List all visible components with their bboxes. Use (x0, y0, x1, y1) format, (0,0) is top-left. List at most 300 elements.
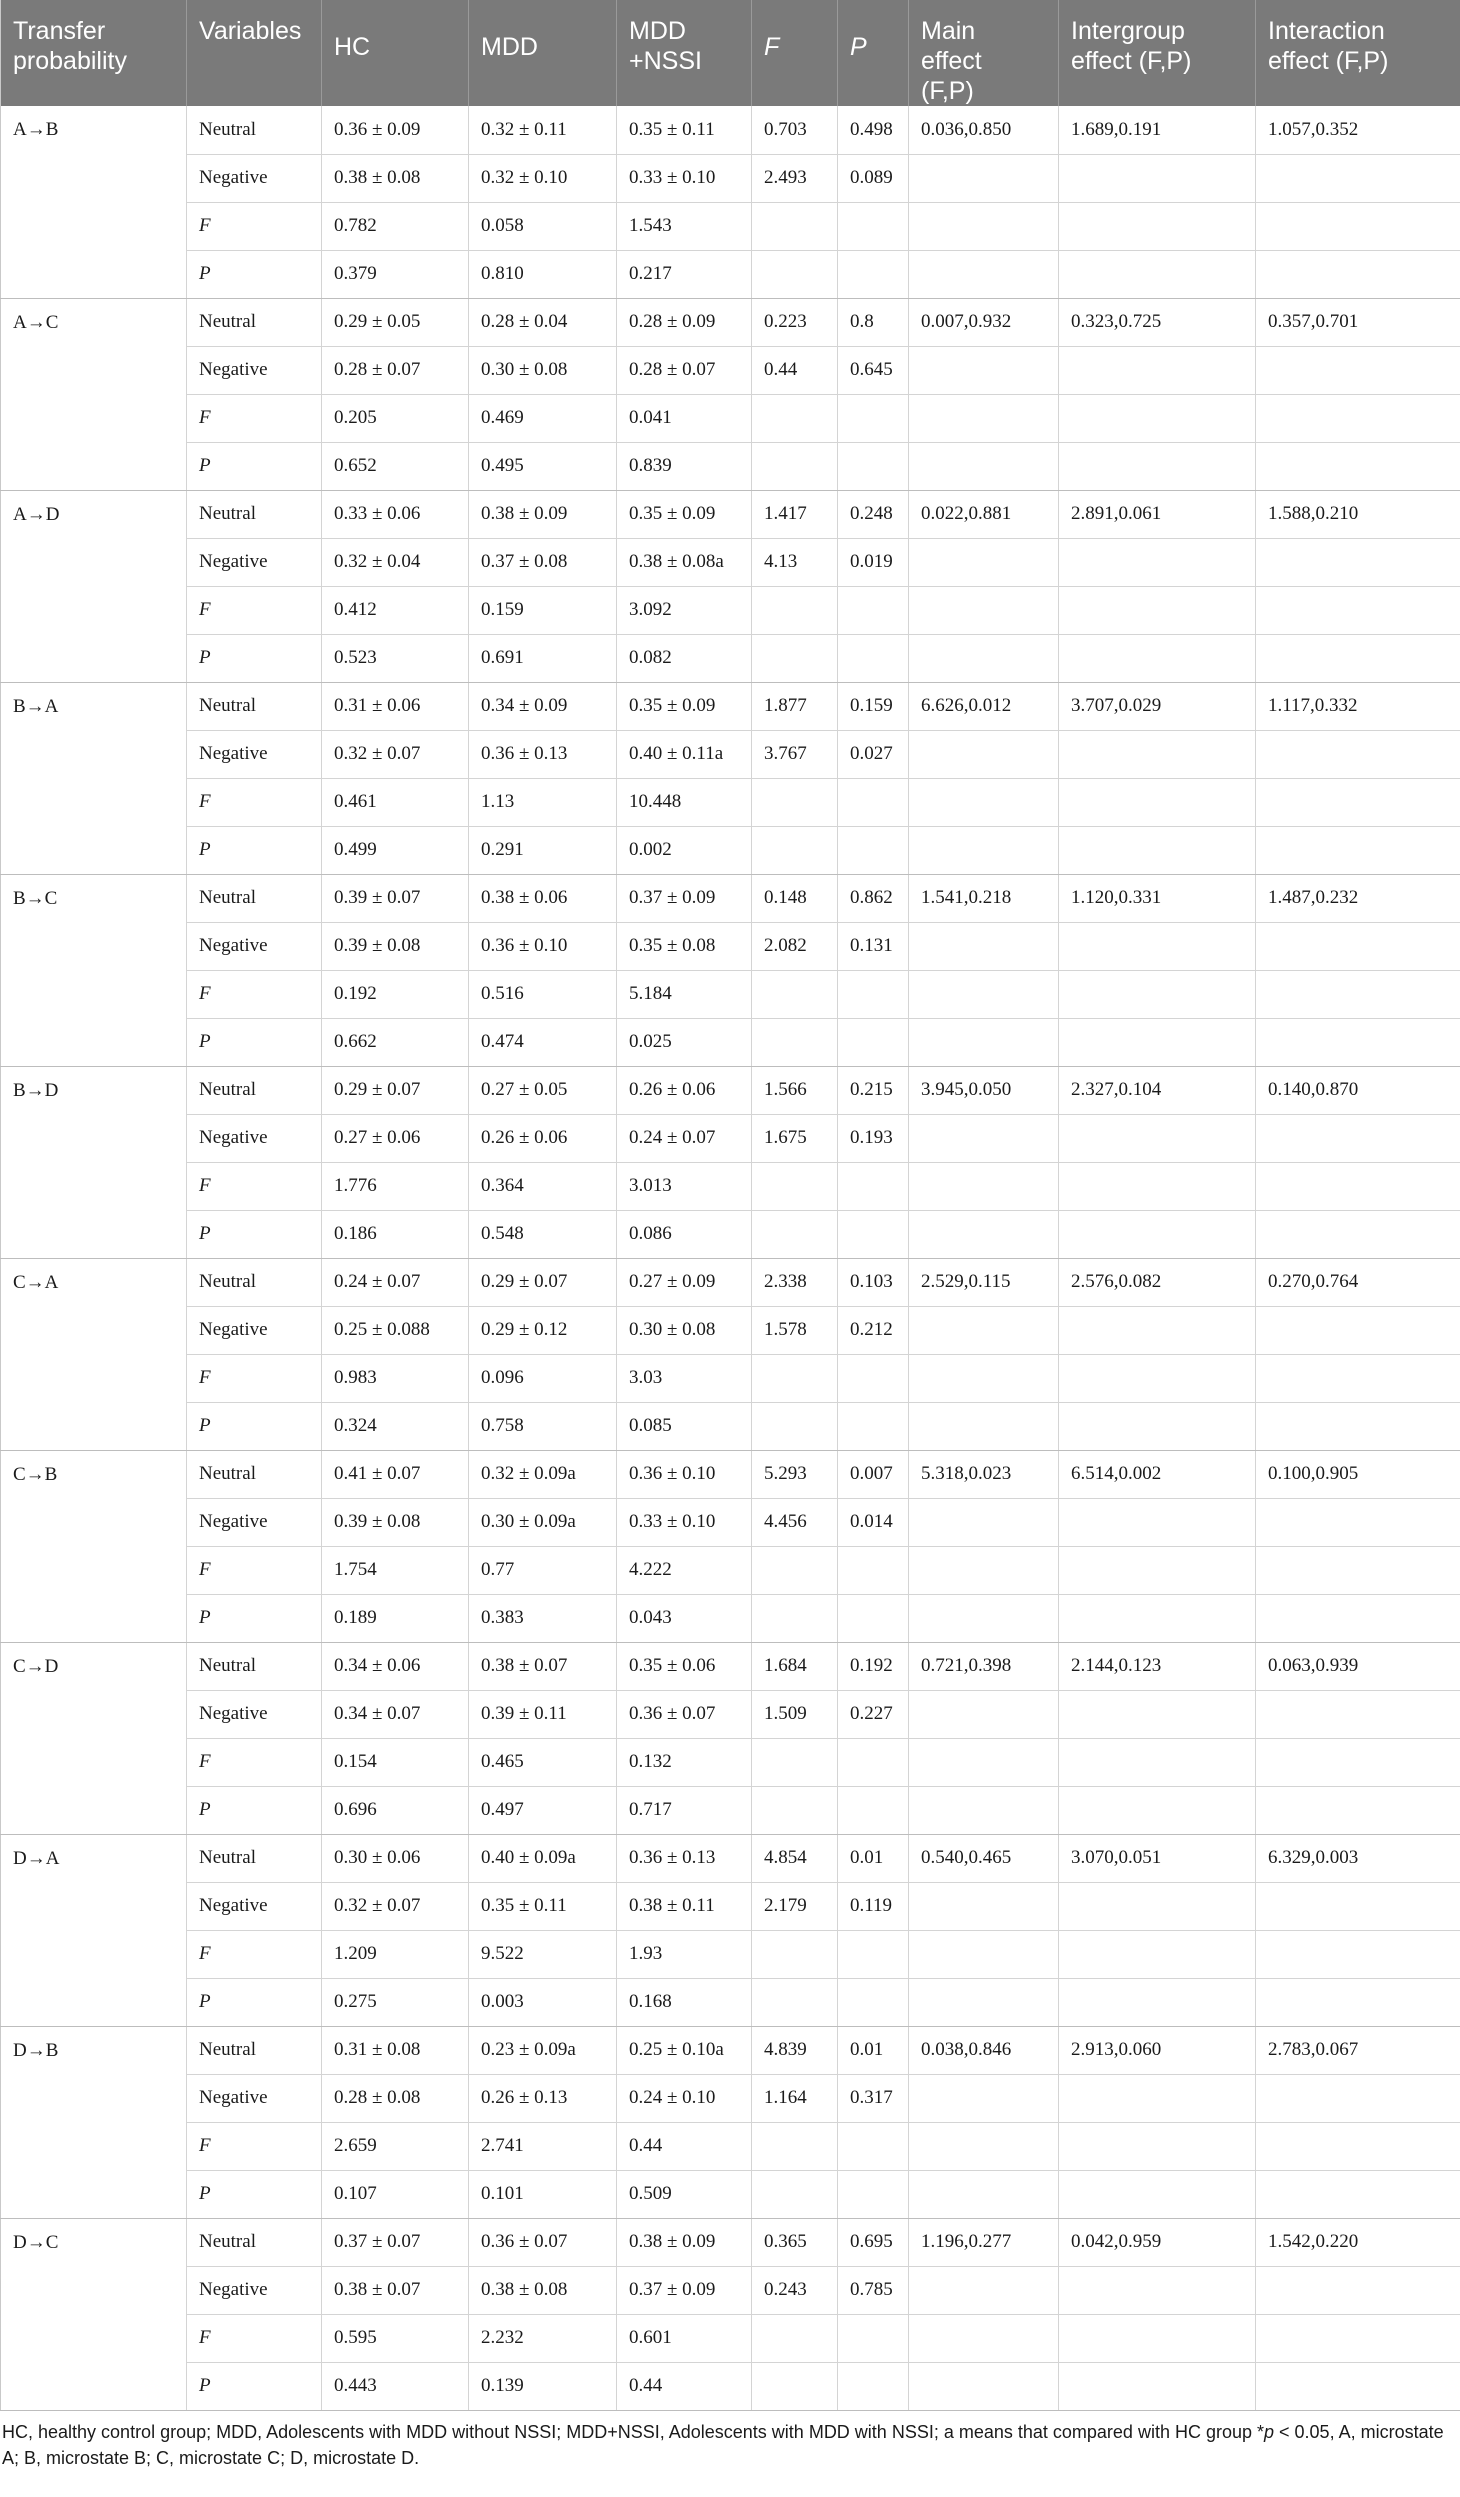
cell-mdd: 0.101 (469, 2170, 617, 2218)
cell-f (752, 1018, 838, 1066)
cell-p: 0.785 (838, 2266, 909, 2314)
cell-p (838, 586, 909, 634)
cell-main-effect: 0.022,0.881 (909, 490, 1059, 538)
table-footnote (0, 2411, 1456, 2471)
cell-interaction-effect (1256, 154, 1460, 202)
cell-p: 0.019 (838, 538, 909, 586)
cell-f (752, 2362, 838, 2410)
cell-variable: Neutral (187, 490, 322, 538)
cell-p: 0.317 (838, 2074, 909, 2122)
cell-p: 0.119 (838, 1882, 909, 1930)
cell-main-effect (909, 442, 1059, 490)
cell-interaction-effect (1256, 1738, 1460, 1786)
cell-interaction-effect (1256, 346, 1460, 394)
cell-mdd: 0.38 ± 0.07 (469, 1642, 617, 1690)
header-hc-label: HC (334, 33, 371, 61)
cell-mdd-nssi: 0.35 ± 0.09 (617, 682, 752, 730)
cell-mdd-nssi: 0.717 (617, 1786, 752, 1834)
cell-variable: Negative (187, 1498, 322, 1546)
cell-mdd-nssi: 0.26 ± 0.06 (617, 1066, 752, 1114)
cell-mdd: 0.30 ± 0.09a (469, 1498, 617, 1546)
cell-mdd: 0.77 (469, 1546, 617, 1594)
cell-interaction-effect (1256, 2170, 1460, 2218)
cell-main-effect (909, 2362, 1059, 2410)
cell-mdd: 0.32 ± 0.11 (469, 106, 617, 154)
cell-mdd: 9.522 (469, 1930, 617, 1978)
table-row (1, 1402, 1460, 1450)
cell-interaction-effect: 0.140,0.870 (1256, 1066, 1460, 1114)
cell-transfer: D→B (1, 2026, 187, 2218)
cell-p (838, 1786, 909, 1834)
cell-main-effect (909, 2074, 1059, 2122)
cell-mdd-nssi: 0.38 ± 0.08a (617, 538, 752, 586)
cell-mdd: 0.28 ± 0.04 (469, 298, 617, 346)
cell-variable: P (187, 1402, 322, 1450)
cell-transfer: B→C (1, 874, 187, 1066)
cell-interaction-effect (1256, 1354, 1460, 1402)
footnote-text-part1: HC, healthy control group; MDD, Adolescents with MDD without NSSI; MDD+NSSI, Adolescents with MDD with NSSI; a means that compared with HC group * (2, 2421, 1264, 2442)
table-body (1, 106, 1460, 2410)
table-row (1, 1834, 1460, 1882)
header-main-effect (909, 0, 1059, 106)
cell-interaction-effect: 1.057,0.352 (1256, 106, 1460, 154)
cell-f (752, 1546, 838, 1594)
cell-mdd-nssi: 0.35 ± 0.09 (617, 490, 752, 538)
cell-f (752, 778, 838, 826)
header-main-effect-line1: Main (921, 17, 976, 45)
cell-variable: Negative (187, 346, 322, 394)
table-row (1, 2314, 1460, 2362)
cell-interaction-effect (1256, 1594, 1460, 1642)
cell-intergroup-effect (1059, 394, 1256, 442)
cell-f: 3.767 (752, 730, 838, 778)
cell-intergroup-effect (1059, 1306, 1256, 1354)
cell-variable: P (187, 634, 322, 682)
table-row (1, 1258, 1460, 1306)
cell-intergroup-effect (1059, 1690, 1256, 1738)
cell-p: 0.212 (838, 1306, 909, 1354)
cell-interaction-effect (1256, 1018, 1460, 1066)
cell-main-effect (909, 1498, 1059, 1546)
cell-f: 2.493 (752, 154, 838, 202)
cell-variable: Negative (187, 1882, 322, 1930)
cell-main-effect (909, 2314, 1059, 2362)
cell-f (752, 1402, 838, 1450)
cell-p (838, 1162, 909, 1210)
cell-intergroup-effect (1059, 970, 1256, 1018)
cell-f (752, 1354, 838, 1402)
cell-mdd: 0.30 ± 0.08 (469, 346, 617, 394)
cell-mdd-nssi: 0.28 ± 0.07 (617, 346, 752, 394)
cell-f: 1.566 (752, 1066, 838, 1114)
cell-mdd-nssi: 0.27 ± 0.09 (617, 1258, 752, 1306)
cell-hc: 0.983 (322, 1354, 469, 1402)
cell-mdd-nssi: 0.30 ± 0.08 (617, 1306, 752, 1354)
cell-hc: 1.776 (322, 1162, 469, 1210)
cell-mdd-nssi: 3.03 (617, 1354, 752, 1402)
cell-p: 0.215 (838, 1066, 909, 1114)
cell-intergroup-effect (1059, 2314, 1256, 2362)
cell-hc: 0.39 ± 0.08 (322, 1498, 469, 1546)
header-interaction-effect-line1: Interaction (1268, 17, 1385, 45)
cell-interaction-effect: 1.117,0.332 (1256, 682, 1460, 730)
cell-f (752, 250, 838, 298)
cell-hc: 0.523 (322, 634, 469, 682)
cell-mdd-nssi: 1.543 (617, 202, 752, 250)
cell-main-effect: 1.541,0.218 (909, 874, 1059, 922)
cell-mdd: 0.26 ± 0.13 (469, 2074, 617, 2122)
cell-interaction-effect: 1.542,0.220 (1256, 2218, 1460, 2266)
cell-intergroup-effect (1059, 1498, 1256, 1546)
cell-variable: F (187, 1546, 322, 1594)
table-row (1, 250, 1460, 298)
table-row (1, 874, 1460, 922)
header-mdd-label: MDD (481, 33, 538, 61)
cell-f (752, 826, 838, 874)
cell-intergroup-effect: 0.323,0.725 (1059, 298, 1256, 346)
cell-interaction-effect (1256, 2266, 1460, 2314)
cell-intergroup-effect (1059, 730, 1256, 778)
cell-p (838, 826, 909, 874)
cell-intergroup-effect: 1.689,0.191 (1059, 106, 1256, 154)
cell-intergroup-effect (1059, 1930, 1256, 1978)
cell-main-effect: 0.540,0.465 (909, 1834, 1059, 1882)
cell-interaction-effect (1256, 2314, 1460, 2362)
cell-variable: P (187, 2170, 322, 2218)
cell-mdd-nssi: 3.013 (617, 1162, 752, 1210)
cell-mdd-nssi: 0.28 ± 0.09 (617, 298, 752, 346)
cell-f: 1.578 (752, 1306, 838, 1354)
cell-p (838, 1402, 909, 1450)
cell-main-effect (909, 778, 1059, 826)
cell-mdd: 0.36 ± 0.07 (469, 2218, 617, 2266)
cell-mdd-nssi: 0.25 ± 0.10a (617, 2026, 752, 2074)
cell-f (752, 394, 838, 442)
cell-p: 0.498 (838, 106, 909, 154)
table-row (1, 1690, 1460, 1738)
cell-intergroup-effect (1059, 778, 1256, 826)
header-intergroup-effect-line1: Intergroup (1071, 17, 1185, 45)
cell-mdd: 0.469 (469, 394, 617, 442)
cell-interaction-effect (1256, 2074, 1460, 2122)
cell-mdd-nssi: 0.36 ± 0.10 (617, 1450, 752, 1498)
cell-mdd: 0.691 (469, 634, 617, 682)
header-row (1, 0, 1460, 106)
table-row (1, 922, 1460, 970)
cell-f (752, 1162, 838, 1210)
cell-p (838, 394, 909, 442)
cell-mdd: 0.139 (469, 2362, 617, 2410)
cell-f: 0.365 (752, 2218, 838, 2266)
cell-intergroup-effect (1059, 442, 1256, 490)
cell-intergroup-effect (1059, 1546, 1256, 1594)
cell-interaction-effect (1256, 442, 1460, 490)
cell-transfer: C→A (1, 1258, 187, 1450)
cell-mdd-nssi: 0.839 (617, 442, 752, 490)
cell-variable: Neutral (187, 1450, 322, 1498)
table-row (1, 1306, 1460, 1354)
cell-p (838, 202, 909, 250)
cell-mdd: 0.495 (469, 442, 617, 490)
cell-f: 1.675 (752, 1114, 838, 1162)
cell-p (838, 778, 909, 826)
cell-mdd-nssi: 0.132 (617, 1738, 752, 1786)
cell-interaction-effect (1256, 250, 1460, 298)
table-row (1, 154, 1460, 202)
cell-intergroup-effect (1059, 1738, 1256, 1786)
cell-interaction-effect (1256, 1786, 1460, 1834)
cell-interaction-effect: 1.487,0.232 (1256, 874, 1460, 922)
cell-mdd-nssi: 3.092 (617, 586, 752, 634)
cell-mdd-nssi: 1.93 (617, 1930, 752, 1978)
cell-main-effect (909, 1738, 1059, 1786)
table-row (1, 1450, 1460, 1498)
table-row (1, 442, 1460, 490)
cell-p: 0.089 (838, 154, 909, 202)
cell-p (838, 250, 909, 298)
header-mdd (469, 0, 617, 106)
cell-intergroup-effect (1059, 922, 1256, 970)
cell-interaction-effect (1256, 1114, 1460, 1162)
cell-main-effect (909, 1594, 1059, 1642)
cell-mdd: 2.741 (469, 2122, 617, 2170)
cell-variable: F (187, 2314, 322, 2362)
cell-p: 0.192 (838, 1642, 909, 1690)
cell-f (752, 2170, 838, 2218)
cell-f: 1.417 (752, 490, 838, 538)
cell-f: 2.179 (752, 1882, 838, 1930)
header-mdd-nssi-line2: +NSSI (629, 47, 702, 75)
cell-mdd: 0.35 ± 0.11 (469, 1882, 617, 1930)
cell-main-effect (909, 2266, 1059, 2314)
cell-mdd: 0.32 ± 0.09a (469, 1450, 617, 1498)
cell-f: 4.456 (752, 1498, 838, 1546)
cell-main-effect (909, 1354, 1059, 1402)
cell-intergroup-effect (1059, 1594, 1256, 1642)
cell-main-effect (909, 1930, 1059, 1978)
cell-interaction-effect: 6.329,0.003 (1256, 1834, 1460, 1882)
table-row (1, 1498, 1460, 1546)
cell-hc: 0.28 ± 0.07 (322, 346, 469, 394)
cell-main-effect: 0.036,0.850 (909, 106, 1059, 154)
cell-transfer: B→A (1, 682, 187, 874)
cell-f (752, 202, 838, 250)
cell-mdd-nssi: 0.36 ± 0.07 (617, 1690, 752, 1738)
cell-mdd-nssi: 0.44 (617, 2362, 752, 2410)
header-hc (322, 0, 469, 106)
cell-mdd: 0.29 ± 0.07 (469, 1258, 617, 1306)
cell-intergroup-effect (1059, 202, 1256, 250)
cell-interaction-effect (1256, 394, 1460, 442)
cell-variable: F (187, 970, 322, 1018)
cell-hc: 2.659 (322, 2122, 469, 2170)
cell-intergroup-effect (1059, 2170, 1256, 2218)
cell-variable: F (187, 778, 322, 826)
cell-interaction-effect: 2.783,0.067 (1256, 2026, 1460, 2074)
cell-p (838, 1018, 909, 1066)
cell-interaction-effect: 0.100,0.905 (1256, 1450, 1460, 1498)
cell-f (752, 1978, 838, 2026)
cell-p: 0.193 (838, 1114, 909, 1162)
cell-hc: 0.41 ± 0.07 (322, 1450, 469, 1498)
table-row (1, 1210, 1460, 1258)
cell-mdd: 0.758 (469, 1402, 617, 1450)
cell-variable: F (187, 1354, 322, 1402)
cell-transfer: A→C (1, 298, 187, 490)
header-mdd-nssi (617, 0, 752, 106)
cell-intergroup-effect: 2.327,0.104 (1059, 1066, 1256, 1114)
table-row (1, 1930, 1460, 1978)
header-f (752, 0, 838, 106)
cell-mdd-nssi: 0.35 ± 0.08 (617, 922, 752, 970)
cell-variable: P (187, 1594, 322, 1642)
cell-main-effect (909, 1114, 1059, 1162)
header-p (838, 0, 909, 106)
cell-variable: Neutral (187, 106, 322, 154)
cell-interaction-effect (1256, 538, 1460, 586)
cell-p: 0.248 (838, 490, 909, 538)
cell-variable: Negative (187, 2074, 322, 2122)
cell-hc: 0.32 ± 0.04 (322, 538, 469, 586)
cell-f (752, 1210, 838, 1258)
cell-interaction-effect (1256, 970, 1460, 1018)
cell-interaction-effect (1256, 202, 1460, 250)
cell-p (838, 2170, 909, 2218)
cell-hc: 0.443 (322, 2362, 469, 2410)
cell-main-effect (909, 634, 1059, 682)
cell-intergroup-effect (1059, 1162, 1256, 1210)
cell-p: 0.131 (838, 922, 909, 970)
cell-p: 0.007 (838, 1450, 909, 1498)
cell-intergroup-effect (1059, 1114, 1256, 1162)
table-row (1, 2074, 1460, 2122)
cell-mdd-nssi: 0.35 ± 0.06 (617, 1642, 752, 1690)
table-row (1, 1018, 1460, 1066)
cell-p: 0.227 (838, 1690, 909, 1738)
cell-hc: 0.205 (322, 394, 469, 442)
cell-variable: P (187, 826, 322, 874)
cell-interaction-effect (1256, 922, 1460, 970)
cell-f: 1.684 (752, 1642, 838, 1690)
cell-hc: 0.461 (322, 778, 469, 826)
cell-variable: F (187, 586, 322, 634)
cell-p: 0.01 (838, 2026, 909, 2074)
table-row (1, 778, 1460, 826)
table-row (1, 2362, 1460, 2410)
table-row (1, 2026, 1460, 2074)
cell-p: 0.014 (838, 1498, 909, 1546)
table-row (1, 106, 1460, 154)
cell-intergroup-effect (1059, 346, 1256, 394)
table-row (1, 1738, 1460, 1786)
cell-main-effect (909, 154, 1059, 202)
cell-intergroup-effect (1059, 1210, 1256, 1258)
cell-intergroup-effect: 2.144,0.123 (1059, 1642, 1256, 1690)
cell-main-effect (909, 250, 1059, 298)
cell-interaction-effect (1256, 2122, 1460, 2170)
cell-variable: F (187, 1930, 322, 1978)
cell-p (838, 2122, 909, 2170)
cell-main-effect (909, 730, 1059, 778)
cell-p (838, 1354, 909, 1402)
table-row (1, 1114, 1460, 1162)
cell-hc: 0.38 ± 0.07 (322, 2266, 469, 2314)
cell-variable: Neutral (187, 298, 322, 346)
cell-mdd-nssi: 0.35 ± 0.11 (617, 106, 752, 154)
cell-main-effect (909, 1402, 1059, 1450)
table-row (1, 634, 1460, 682)
cell-mdd: 0.32 ± 0.10 (469, 154, 617, 202)
cell-mdd: 0.548 (469, 1210, 617, 1258)
cell-intergroup-effect (1059, 826, 1256, 874)
table-row (1, 1354, 1460, 1402)
cell-main-effect: 0.721,0.398 (909, 1642, 1059, 1690)
cell-mdd-nssi: 0.33 ± 0.10 (617, 1498, 752, 1546)
cell-f: 0.148 (752, 874, 838, 922)
cell-mdd: 0.058 (469, 202, 617, 250)
cell-variable: Neutral (187, 1834, 322, 1882)
cell-p (838, 970, 909, 1018)
cell-main-effect: 0.038,0.846 (909, 2026, 1059, 2074)
header-transfer-probability (1, 0, 187, 106)
cell-interaction-effect (1256, 1930, 1460, 1978)
header-intergroup-effect (1059, 0, 1256, 106)
cell-hc: 0.154 (322, 1738, 469, 1786)
cell-hc: 0.27 ± 0.06 (322, 1114, 469, 1162)
cell-variable: Negative (187, 730, 322, 778)
cell-hc: 0.38 ± 0.08 (322, 154, 469, 202)
cell-f: 4.13 (752, 538, 838, 586)
cell-intergroup-effect: 6.514,0.002 (1059, 1450, 1256, 1498)
cell-mdd: 0.516 (469, 970, 617, 1018)
header-p-label: P (850, 33, 867, 61)
cell-f: 0.703 (752, 106, 838, 154)
cell-main-effect: 1.196,0.277 (909, 2218, 1059, 2266)
cell-mdd-nssi: 10.448 (617, 778, 752, 826)
cell-intergroup-effect (1059, 1018, 1256, 1066)
cell-mdd: 0.810 (469, 250, 617, 298)
cell-hc: 0.379 (322, 250, 469, 298)
cell-variable: Neutral (187, 874, 322, 922)
cell-mdd-nssi: 0.085 (617, 1402, 752, 1450)
cell-interaction-effect (1256, 1546, 1460, 1594)
cell-p: 0.862 (838, 874, 909, 922)
cell-interaction-effect (1256, 1306, 1460, 1354)
cell-p (838, 442, 909, 490)
cell-mdd-nssi: 0.217 (617, 250, 752, 298)
cell-interaction-effect: 0.063,0.939 (1256, 1642, 1460, 1690)
table-row (1, 490, 1460, 538)
cell-main-effect (909, 394, 1059, 442)
cell-mdd: 0.291 (469, 826, 617, 874)
cell-intergroup-effect (1059, 538, 1256, 586)
footnote-text-part2: < 0.05, A, microstate A; B, microstate B; C, microstate C; D, microstate D. (2, 2421, 1444, 2468)
cell-p (838, 1930, 909, 1978)
cell-main-effect (909, 1018, 1059, 1066)
cell-intergroup-effect (1059, 1354, 1256, 1402)
cell-main-effect (909, 1690, 1059, 1738)
cell-mdd-nssi: 0.082 (617, 634, 752, 682)
cell-hc: 0.662 (322, 1018, 469, 1066)
cell-f (752, 442, 838, 490)
cell-f: 1.164 (752, 2074, 838, 2122)
cell-transfer: D→A (1, 1834, 187, 2026)
cell-hc: 0.36 ± 0.09 (322, 106, 469, 154)
table-row (1, 2266, 1460, 2314)
cell-variable: Neutral (187, 1642, 322, 1690)
cell-mdd: 0.39 ± 0.11 (469, 1690, 617, 1738)
cell-main-effect: 0.007,0.932 (909, 298, 1059, 346)
